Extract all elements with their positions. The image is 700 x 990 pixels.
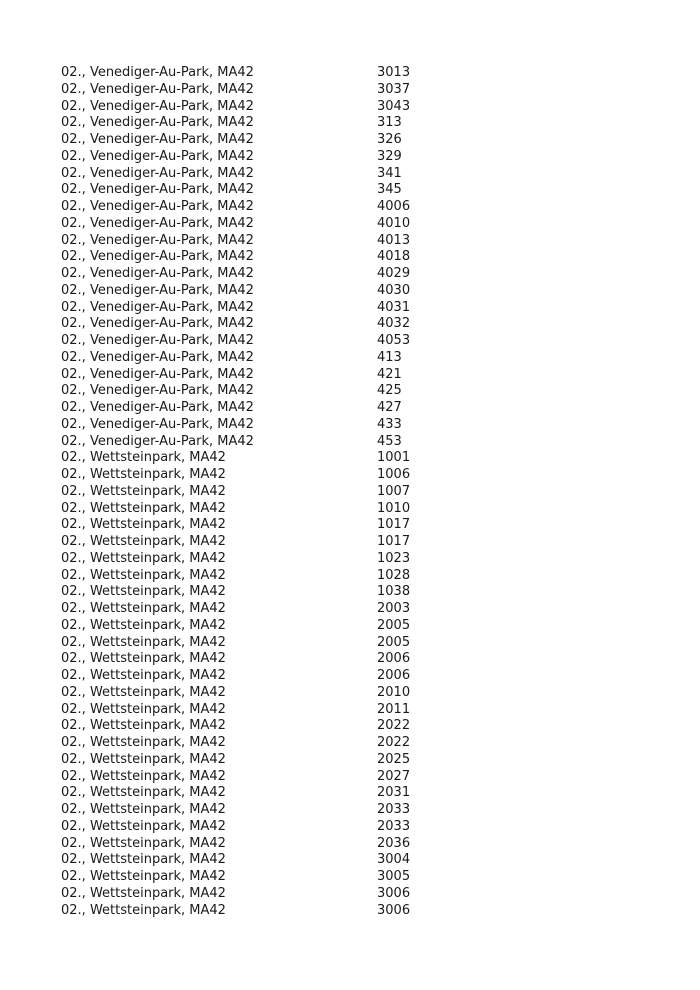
number-cell: 1023 bbox=[377, 550, 411, 566]
location-cell: 02., Wettsteinpark, MA42 bbox=[61, 902, 226, 918]
location-cell: 02., Wettsteinpark, MA42 bbox=[61, 601, 226, 616]
number-cell: 1028 bbox=[377, 567, 411, 583]
location-cell: 02., Venediger-Au-Park, MA42 bbox=[61, 249, 254, 265]
location-cell: 02., Venediger-Au-Park, MA42 bbox=[61, 215, 254, 231]
number-cell: 2036 bbox=[377, 835, 411, 851]
location-cell: 02., Wettsteinpark, MA42 bbox=[61, 450, 226, 466]
location-cell: 02., Wettsteinpark, MA42 bbox=[61, 768, 226, 784]
number-cell: 1038 bbox=[377, 584, 411, 600]
list-item bbox=[61, 635, 481, 652]
list-item bbox=[61, 735, 481, 752]
location-cell: 02., Venediger-Au-Park, MA42 bbox=[61, 98, 254, 114]
list-item bbox=[61, 685, 481, 702]
list-item bbox=[61, 517, 481, 534]
list-item bbox=[61, 886, 481, 903]
list-item bbox=[61, 484, 481, 501]
number-cell: 4032 bbox=[377, 316, 411, 332]
number-cell: 4006 bbox=[377, 199, 411, 214]
list-item bbox=[61, 149, 481, 166]
location-cell: 02., Wettsteinpark, MA42 bbox=[61, 483, 226, 499]
number-cell: 2022 bbox=[377, 718, 411, 734]
list-item bbox=[61, 249, 481, 266]
list-item bbox=[61, 316, 481, 333]
number-cell: 453 bbox=[377, 433, 402, 449]
location-cell: 02., Venediger-Au-Park, MA42 bbox=[61, 433, 254, 449]
list-item bbox=[61, 785, 481, 802]
number-cell: 1007 bbox=[377, 483, 411, 499]
location-cell: 02., Wettsteinpark, MA42 bbox=[61, 785, 226, 801]
location-cell: 02., Wettsteinpark, MA42 bbox=[61, 517, 226, 533]
location-cell: 02., Wettsteinpark, MA42 bbox=[61, 751, 226, 767]
location-cell: 02., Venediger-Au-Park, MA42 bbox=[61, 266, 254, 281]
list-item bbox=[61, 584, 481, 601]
location-cell: 02., Venediger-Au-Park, MA42 bbox=[61, 81, 254, 97]
list-item bbox=[61, 283, 481, 300]
number-cell: 2005 bbox=[377, 617, 411, 633]
location-cell: 02., Wettsteinpark, MA42 bbox=[61, 718, 226, 734]
number-cell: 433 bbox=[377, 416, 402, 432]
list-item bbox=[61, 233, 481, 250]
number-cell: 341 bbox=[377, 165, 402, 181]
location-cell: 02., Wettsteinpark, MA42 bbox=[61, 835, 226, 851]
list-item bbox=[61, 300, 481, 317]
list-item bbox=[61, 82, 481, 99]
number-cell: 3006 bbox=[377, 885, 411, 901]
list-item bbox=[61, 903, 481, 920]
list-item bbox=[61, 501, 481, 518]
list-item bbox=[61, 166, 481, 183]
location-cell: 02., Wettsteinpark, MA42 bbox=[61, 684, 226, 700]
number-cell: 1017 bbox=[377, 534, 411, 549]
number-cell: 2011 bbox=[377, 701, 411, 717]
location-cell: 02., Venediger-Au-Park, MA42 bbox=[61, 232, 254, 248]
number-cell: 2022 bbox=[377, 735, 411, 750]
location-cell: 02., Venediger-Au-Park, MA42 bbox=[61, 199, 254, 214]
number-cell: 1006 bbox=[377, 467, 411, 482]
list-item bbox=[61, 367, 481, 384]
number-cell: 421 bbox=[377, 366, 402, 382]
location-cell: 02., Wettsteinpark, MA42 bbox=[61, 550, 226, 566]
list-item bbox=[61, 534, 481, 551]
list-item bbox=[61, 618, 481, 635]
location-cell: 02., Wettsteinpark, MA42 bbox=[61, 634, 226, 650]
number-cell: 2033 bbox=[377, 802, 411, 817]
list-item bbox=[61, 132, 481, 149]
list-item bbox=[61, 869, 481, 886]
number-cell: 326 bbox=[377, 132, 402, 147]
number-cell: 4013 bbox=[377, 232, 411, 248]
list-item bbox=[61, 266, 481, 283]
location-cell: 02., Wettsteinpark, MA42 bbox=[61, 735, 226, 750]
number-cell: 425 bbox=[377, 383, 402, 399]
location-cell: 02., Wettsteinpark, MA42 bbox=[61, 534, 226, 549]
location-cell: 02., Venediger-Au-Park, MA42 bbox=[61, 400, 254, 415]
number-cell: 3004 bbox=[377, 852, 411, 868]
list-item bbox=[61, 568, 481, 585]
number-cell: 2010 bbox=[377, 684, 411, 700]
number-cell: 3013 bbox=[377, 65, 411, 80]
list-item bbox=[61, 752, 481, 769]
list-item bbox=[61, 350, 481, 367]
number-cell: 3005 bbox=[377, 869, 411, 884]
list-item bbox=[61, 99, 481, 116]
list-item bbox=[61, 434, 481, 451]
location-cell: 02., Venediger-Au-Park, MA42 bbox=[61, 316, 254, 332]
list-item bbox=[61, 333, 481, 350]
location-cell: 02., Venediger-Au-Park, MA42 bbox=[61, 282, 254, 298]
number-cell: 3043 bbox=[377, 98, 411, 114]
list-item bbox=[61, 450, 481, 467]
location-cell: 02., Venediger-Au-Park, MA42 bbox=[61, 349, 254, 365]
list-item bbox=[61, 467, 481, 484]
list-item bbox=[61, 199, 481, 216]
list-item bbox=[61, 216, 481, 233]
number-cell: 4010 bbox=[377, 215, 411, 231]
number-cell: 413 bbox=[377, 349, 402, 365]
number-cell: 2005 bbox=[377, 634, 411, 650]
location-cell: 02., Wettsteinpark, MA42 bbox=[61, 617, 226, 633]
number-cell: 313 bbox=[377, 115, 402, 131]
list-item bbox=[61, 601, 481, 618]
list-item bbox=[61, 819, 481, 836]
location-cell: 02., Wettsteinpark, MA42 bbox=[61, 467, 226, 482]
location-cell: 02., Wettsteinpark, MA42 bbox=[61, 567, 226, 583]
list-item bbox=[61, 65, 481, 82]
location-cell: 02., Venediger-Au-Park, MA42 bbox=[61, 383, 254, 399]
list-item bbox=[61, 852, 481, 869]
number-cell: 4053 bbox=[377, 333, 411, 348]
location-cell: 02., Wettsteinpark, MA42 bbox=[61, 869, 226, 884]
location-cell: 02., Wettsteinpark, MA42 bbox=[61, 584, 226, 600]
location-cell: 02., Wettsteinpark, MA42 bbox=[61, 668, 226, 683]
number-cell: 2025 bbox=[377, 751, 411, 767]
number-cell: 329 bbox=[377, 148, 402, 164]
number-cell: 2006 bbox=[377, 651, 411, 667]
number-cell: 3037 bbox=[377, 81, 411, 97]
number-cell: 345 bbox=[377, 182, 402, 198]
list-item bbox=[61, 802, 481, 819]
location-cell: 02., Venediger-Au-Park, MA42 bbox=[61, 65, 254, 80]
list-item bbox=[61, 769, 481, 786]
number-cell: 4030 bbox=[377, 282, 411, 298]
list-item bbox=[61, 551, 481, 568]
list-item bbox=[61, 836, 481, 853]
location-cell: 02., Venediger-Au-Park, MA42 bbox=[61, 416, 254, 432]
list-item bbox=[61, 718, 481, 735]
location-cell: 02., Venediger-Au-Park, MA42 bbox=[61, 333, 254, 348]
location-cell: 02., Venediger-Au-Park, MA42 bbox=[61, 366, 254, 382]
list-item bbox=[61, 702, 481, 719]
location-cell: 02., Wettsteinpark, MA42 bbox=[61, 651, 226, 667]
location-cell: 02., Venediger-Au-Park, MA42 bbox=[61, 148, 254, 164]
list-item bbox=[61, 115, 481, 132]
number-cell: 4031 bbox=[377, 299, 411, 315]
location-cell: 02., Venediger-Au-Park, MA42 bbox=[61, 115, 254, 131]
number-cell: 2027 bbox=[377, 768, 411, 784]
location-cell: 02., Wettsteinpark, MA42 bbox=[61, 818, 226, 834]
list-item bbox=[61, 651, 481, 668]
number-cell: 1017 bbox=[377, 517, 411, 533]
list-item bbox=[61, 400, 481, 417]
location-cell: 02., Wettsteinpark, MA42 bbox=[61, 885, 226, 901]
location-cell: 02., Wettsteinpark, MA42 bbox=[61, 852, 226, 868]
number-cell: 4018 bbox=[377, 249, 411, 265]
location-cell: 02., Venediger-Au-Park, MA42 bbox=[61, 132, 254, 147]
number-cell: 427 bbox=[377, 400, 402, 415]
location-cell: 02., Venediger-Au-Park, MA42 bbox=[61, 299, 254, 315]
number-cell: 2033 bbox=[377, 818, 411, 834]
number-cell: 1001 bbox=[377, 450, 411, 466]
list-item bbox=[61, 383, 481, 400]
list-item bbox=[61, 182, 481, 199]
location-cell: 02., Wettsteinpark, MA42 bbox=[61, 500, 226, 516]
data-list bbox=[61, 65, 481, 919]
location-cell: 02., Venediger-Au-Park, MA42 bbox=[61, 165, 254, 181]
list-item bbox=[61, 668, 481, 685]
location-cell: 02., Wettsteinpark, MA42 bbox=[61, 701, 226, 717]
number-cell: 2031 bbox=[377, 785, 411, 801]
number-cell: 1010 bbox=[377, 500, 411, 516]
location-cell: 02., Wettsteinpark, MA42 bbox=[61, 802, 226, 817]
number-cell: 2006 bbox=[377, 668, 411, 683]
number-cell: 3006 bbox=[377, 902, 411, 918]
number-cell: 2003 bbox=[377, 601, 411, 616]
location-cell: 02., Venediger-Au-Park, MA42 bbox=[61, 182, 254, 198]
number-cell: 4029 bbox=[377, 266, 411, 281]
list-item bbox=[61, 417, 481, 434]
